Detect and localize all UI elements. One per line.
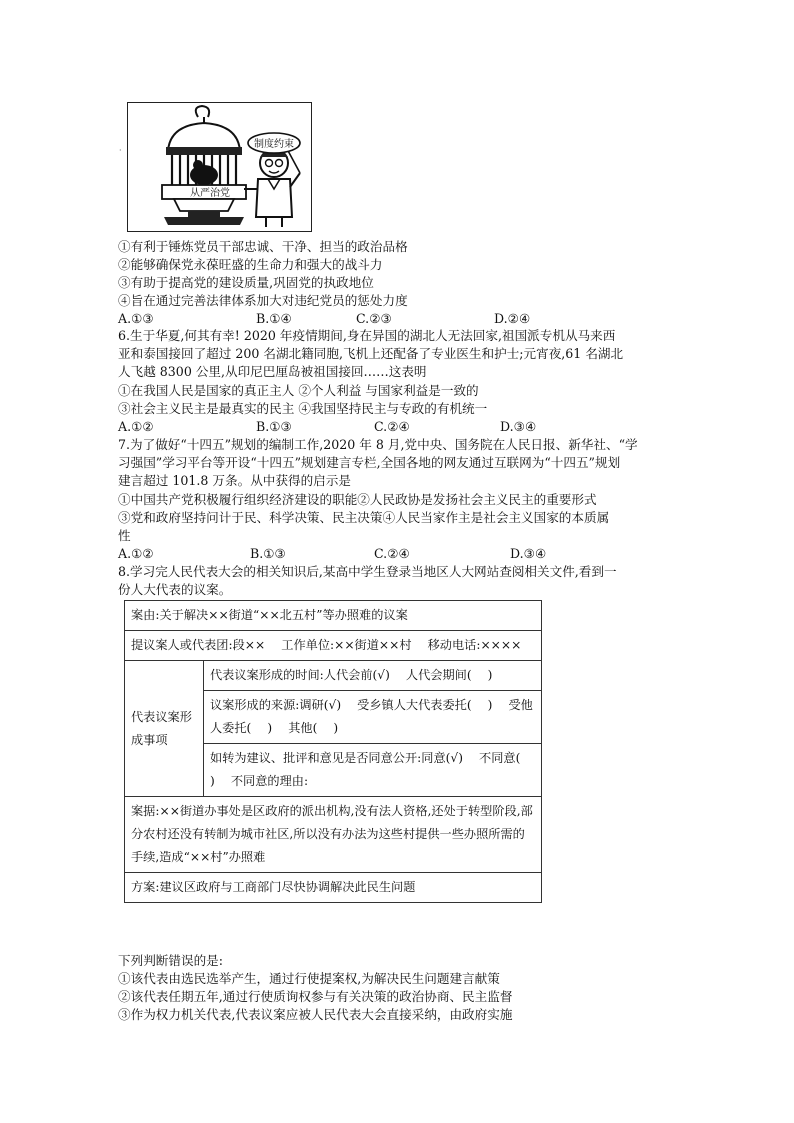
plan-cell: 方案:建议区政府与工商部门尽快协调解决此民生问题 [125, 873, 542, 903]
q7-stem-line-2: 习强国”学习平台等开设“十四五”规划建言专栏,全国各地的网友通过互联网为“十四五”规划 [118, 455, 621, 470]
q6-item-1: ①在我国人民是国家的真正主人 ②个人利益 与国家利益是一致的 [118, 383, 479, 398]
q5-option-d[interactable]: D.②④ [494, 311, 531, 326]
q7-stem-line-1: 7.为了做好“十四五”规划的编制工作,2020 年 8 月,党中央、国务院在人民日报、新华社、“学 [118, 437, 638, 452]
q7-option-d[interactable]: D.③④ [510, 546, 547, 561]
case-title-cell: 案由:关于解决××街道“××北五村”等办照难的议案 [125, 601, 542, 631]
q6-option-b[interactable]: B.①③ [256, 419, 292, 434]
q6-item-2: ③社会主义民主是最真实的民主 ④我国坚持民主与专政的有机统一 [118, 401, 488, 416]
proposer-cell: 提议案人或代表团:段×× 工作单位:××街道××村 移动电话:×××× [125, 631, 542, 661]
public-consent-cell: 如转为建议、批评和意见是否同意公开:同意(√) 不同意( ) 不同意的理由: [204, 744, 542, 797]
q5-item-3: ③有助于提高党的建设质量,巩固党的执政地位 [118, 275, 374, 290]
q7-option-b[interactable]: B.①③ [250, 546, 286, 561]
section-label-cell: 代表议案形成事项 [125, 661, 204, 797]
motion-table [124, 600, 542, 903]
q5-option-a[interactable]: A.①③ [118, 311, 154, 326]
q5-option-b[interactable]: B.①④ [256, 311, 292, 326]
q6-option-d[interactable]: D.③④ [500, 419, 537, 434]
q8-stem-line-1: 8.学习完人民代表大会的相关知识后,某高中学生登录当地区人大网站查阅相关文件,看到一 [118, 564, 617, 579]
q6-stem-line-1: 6.生于华夏,何其有幸! 2020 年疫情期间,身在异国的湖北人无法回家,祖国派专机从马来西 [118, 328, 616, 343]
q5-option-c[interactable]: C.②③ [356, 311, 392, 326]
cage-label: 从严治党 [190, 188, 230, 199]
q8-stem-line-2: 份人大代表的议案。 [118, 582, 232, 597]
cartoon-illustration [127, 102, 312, 232]
q8-item-1: ①该代表由选民选举产生，通过行使提案权,为解决民生问题建言献策 [118, 971, 500, 986]
q5-item-2: ②能够确保党永葆旺盛的生命力和强大的战斗力 [118, 257, 383, 272]
formation-time-cell: 代表议案形成的时间:人代会前(√) 人代会期间( ) [204, 661, 542, 691]
formation-source-cell: 议案形成的来源:调研(√) 受乡镇人大代表委托( ) 受他人委托( ) 其他( ) [204, 691, 542, 744]
q7-option-c[interactable]: C.②④ [374, 546, 410, 561]
q8-item-3: ③作为权力机关代表,代表议案应被人民代表大会直接采纳，由政府实施 [118, 1007, 513, 1022]
q7-stem-line-3: 建言超过 101.8 万条。从中获得的启示是 [118, 473, 351, 488]
q5-item-1: ①有利于锤炼党员干部忠诚、干净、担当的政治品格 [118, 239, 408, 254]
sign-text: 制度约束 [254, 139, 294, 150]
q7-item-1: ①中国共产党积极履行组织经济建设的职能②人民政协是发扬社会主义民主的重要形式 [118, 492, 597, 507]
q6-stem-line-2: 亚和泰国接回了超过 200 名湖北籍同胞,飞机上还配备了专业医生和护士;元宵夜,61 名湖北 [118, 346, 624, 361]
margin-mark: · [119, 146, 122, 155]
q8-question: 下列判断错误的是: [118, 953, 223, 968]
q8-item-2: ②该代表任期五年,通过行使质询权参与有关决策的政治协商、民主监督 [118, 989, 513, 1004]
basis-cell: 案据:××街道办事处是区政府的派出机构,没有法人资格,还处于转型阶段,部分农村还没有转制为城市社区,所以没有办法为这些村提供一些办照所需的手续,造成“××村”办照难 [125, 797, 542, 873]
q6-option-c[interactable]: C.②④ [374, 419, 410, 434]
q5-item-4: ④旨在通过完善法律体系加大对违纪党员的惩处力度 [118, 293, 408, 308]
q7-item-2: ③党和政府坚持问计于民、科学决策、民主决策④人民当家作主是社会主义国家的本质属 [118, 510, 610, 525]
q7-option-a[interactable]: A.①② [118, 546, 154, 561]
cage-cartoon-drawing [128, 103, 311, 231]
q6-option-a[interactable]: A.①② [118, 419, 154, 434]
q6-stem-line-3: 人飞越 8300 公里,从印尼巴厘岛被祖国接回……这表明 [118, 364, 427, 379]
q7-item-2-continued: 性 [118, 528, 131, 543]
